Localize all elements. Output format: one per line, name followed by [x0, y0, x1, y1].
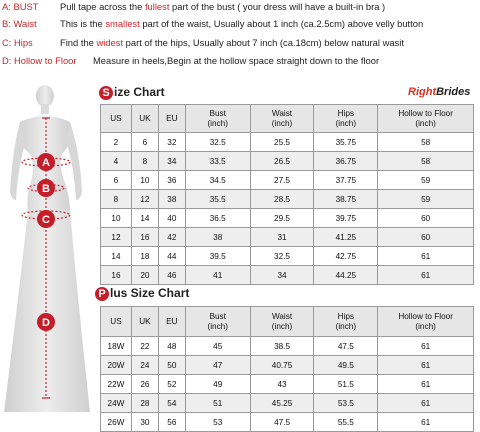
table-row [101, 394, 474, 413]
column-header: US [101, 105, 132, 133]
table-cell: 40.75 [250, 356, 314, 375]
column-header: Waist (inch) [250, 307, 314, 337]
instruction-label: A: BUST [2, 1, 39, 12]
table-cell: 42.75 [314, 247, 378, 266]
table-cell: 61 [378, 356, 474, 375]
instruction-label: C: Hips [2, 37, 33, 48]
table-cell: 26W [101, 413, 132, 432]
size-chart-table [100, 104, 474, 285]
column-header: UK [131, 307, 158, 337]
column-header: EU [158, 105, 185, 133]
column-header: US [101, 307, 132, 337]
table-cell: 16 [101, 266, 132, 285]
table-cell: 59 [378, 171, 474, 190]
marker-label: C [42, 214, 50, 226]
table-cell: 6 [131, 133, 158, 152]
column-header: Hips (inch) [314, 307, 378, 337]
brand-logo: RightBrides [408, 86, 471, 98]
table-cell: 48 [158, 337, 185, 356]
table-cell: 28.5 [250, 190, 314, 209]
table-row [101, 247, 474, 266]
table-cell: 58 [378, 152, 474, 171]
marker-d [37, 313, 55, 331]
marker-label: D [42, 317, 50, 329]
table-cell: 4 [101, 152, 132, 171]
table-row [101, 266, 474, 285]
table-row [101, 152, 474, 171]
table-cell: 24W [101, 394, 132, 413]
table-cell: 8 [131, 152, 158, 171]
table-cell: 38 [158, 190, 185, 209]
column-header: Hollow to Floor (inch) [378, 105, 474, 133]
table-cell: 53.5 [314, 394, 378, 413]
table-cell: 54 [158, 394, 185, 413]
table-row [101, 133, 474, 152]
table-cell: 44.25 [314, 266, 378, 285]
table-cell: 43 [250, 375, 314, 394]
table-cell: 36.5 [185, 209, 250, 228]
table-row [101, 356, 474, 375]
table-cell: 22W [101, 375, 132, 394]
table-cell: 41.25 [314, 228, 378, 247]
table-cell: 32.5 [185, 133, 250, 152]
table-cell: 35.75 [314, 133, 378, 152]
body-silhouette-figure [0, 82, 96, 422]
table-row [101, 209, 474, 228]
table-cell: 29.5 [250, 209, 314, 228]
table-cell: 52 [158, 375, 185, 394]
table-cell: 2 [101, 133, 132, 152]
table-cell: 41 [185, 266, 250, 285]
table-row [101, 375, 474, 394]
table-row [101, 337, 474, 356]
table-cell: 26.5 [250, 152, 314, 171]
table-cell: 37.75 [314, 171, 378, 190]
table-cell: 61 [378, 413, 474, 432]
table-cell: 49 [185, 375, 250, 394]
table-cell: 28 [131, 394, 158, 413]
table-cell: 35.5 [185, 190, 250, 209]
marker-label: B [42, 183, 50, 195]
table-cell: 10 [101, 209, 132, 228]
table-cell: 30 [131, 413, 158, 432]
plus-size-chart-title: P lus Size Chart [95, 286, 189, 301]
table-cell: 47.5 [250, 413, 314, 432]
table-cell: 33.5 [185, 152, 250, 171]
table-cell: 32.5 [250, 247, 314, 266]
instruction-text: Pull tape across the fullest part of the bust ( your dress will have a built-in bra ) [60, 1, 386, 12]
table-cell: 47.5 [314, 337, 378, 356]
table-header-row [101, 307, 474, 337]
table-header-row [101, 105, 474, 133]
table-cell: 60 [378, 228, 474, 247]
table-cell: 56 [158, 413, 185, 432]
table-cell: 16 [131, 228, 158, 247]
table-cell: 38.75 [314, 190, 378, 209]
table-cell: 31 [250, 228, 314, 247]
column-header: EU [158, 307, 185, 337]
table-cell: 42 [158, 228, 185, 247]
column-header: Hollow to Floor (inch) [378, 307, 474, 337]
table-cell: 53 [185, 413, 250, 432]
instruction-label: D: Hollow to Floor [2, 55, 77, 66]
table-cell: 12 [131, 190, 158, 209]
instruction-label: B: Waist [2, 18, 37, 29]
table-cell: 14 [131, 209, 158, 228]
table-cell: 50 [158, 356, 185, 375]
table-cell: 49.5 [314, 356, 378, 375]
marker-b [37, 179, 55, 197]
table-cell: 38 [185, 228, 250, 247]
table-cell: 32 [158, 133, 185, 152]
table-cell: 47 [185, 356, 250, 375]
table-cell: 58 [378, 133, 474, 152]
table-cell: 55.5 [314, 413, 378, 432]
table-cell: 20 [131, 266, 158, 285]
table-cell: 51.5 [314, 375, 378, 394]
table-cell: 8 [101, 190, 132, 209]
column-header: Bust (inch) [185, 105, 250, 133]
table-cell: 27.5 [250, 171, 314, 190]
table-row [101, 413, 474, 432]
marker-c [37, 210, 55, 228]
column-header: Hips (inch) [314, 105, 378, 133]
table-cell: 22 [131, 337, 158, 356]
table-cell: 44 [158, 247, 185, 266]
instruction-text: Measure in heels,Begin at the hollow space straight down to the floor [93, 55, 380, 66]
plus-size-chart-table [100, 306, 474, 432]
table-cell: 61 [378, 394, 474, 413]
table-row [101, 228, 474, 247]
table-cell: 10 [131, 171, 158, 190]
column-header: Bust (inch) [185, 307, 250, 337]
table-cell: 51 [185, 394, 250, 413]
table-cell: 39.5 [185, 247, 250, 266]
table-cell: 36.75 [314, 152, 378, 171]
table-cell: 14 [101, 247, 132, 266]
marker-label: A [42, 157, 50, 169]
table-cell: 61 [378, 247, 474, 266]
table-cell: 25.5 [250, 133, 314, 152]
column-header: Waist (inch) [250, 105, 314, 133]
table-cell: 40 [158, 209, 185, 228]
table-cell: 61 [378, 337, 474, 356]
table-cell: 24 [131, 356, 158, 375]
table-cell: 59 [378, 190, 474, 209]
table-cell: 38.5 [250, 337, 314, 356]
table-cell: 12 [101, 228, 132, 247]
table-cell: 20W [101, 356, 132, 375]
table-cell: 61 [378, 375, 474, 394]
instruction-text: This is the smallest part of the waist, Usually about 1 inch (ca.2.5cm) above velly button [60, 18, 424, 29]
table-cell: 61 [378, 266, 474, 285]
table-cell: 34 [250, 266, 314, 285]
table-cell: 34.5 [185, 171, 250, 190]
table-cell: 26 [131, 375, 158, 394]
table-cell: 45 [185, 337, 250, 356]
column-header: UK [131, 105, 158, 133]
table-cell: 6 [101, 171, 132, 190]
table-cell: 46 [158, 266, 185, 285]
instruction-text: Find the widest part of the hips, Usually about 7 inch (ca.18cm) below natural wasit [60, 37, 404, 48]
size-chart-title: S ize Chart [99, 85, 165, 100]
table-cell: 18W [101, 337, 132, 356]
table-cell: 45.25 [250, 394, 314, 413]
table-cell: 18 [131, 247, 158, 266]
table-cell: 36 [158, 171, 185, 190]
table-row [101, 190, 474, 209]
table-cell: 39.75 [314, 209, 378, 228]
table-row [101, 171, 474, 190]
marker-a [37, 153, 55, 171]
table-cell: 34 [158, 152, 185, 171]
table-cell: 60 [378, 209, 474, 228]
